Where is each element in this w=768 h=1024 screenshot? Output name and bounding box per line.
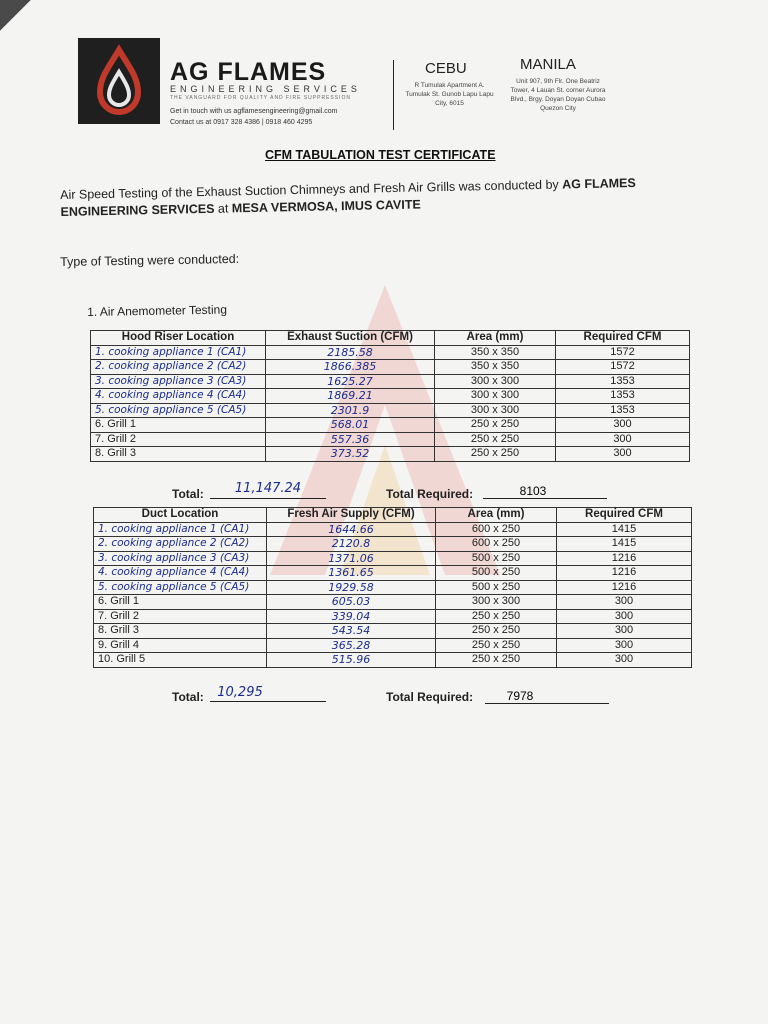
column-header: Hood Riser Location	[91, 331, 266, 346]
company-subtitle: ENGINEERING SERVICES	[170, 84, 361, 94]
required-cell: 300	[556, 432, 690, 447]
table-row	[94, 566, 692, 581]
location-cell: 6. Grill 1	[91, 418, 266, 433]
cfm-cell: 515.96	[267, 653, 436, 668]
intro-location: MESA VERMOSA, IMUS CAVITE	[231, 197, 421, 216]
table-row	[94, 624, 692, 639]
required-cell: 300	[556, 418, 690, 433]
cfm-cell: 365.28	[267, 638, 436, 653]
intro-at: at	[214, 201, 232, 216]
required-cell: 1353	[556, 389, 690, 404]
table-row	[94, 580, 692, 595]
location-cell: 4. cooking appliance 4 (CA4)	[91, 389, 266, 404]
table-row	[91, 389, 690, 404]
area-cell: 600 x 250	[436, 522, 557, 537]
area-cell: 250 x 250	[436, 609, 557, 624]
location-cell: 10. Grill 5	[94, 653, 267, 668]
area-cell: 250 x 250	[435, 447, 556, 462]
required-cell: 1572	[556, 345, 690, 360]
table-row	[91, 345, 690, 360]
company-tagline: THE VANGUARD FOR QUALITY AND FIRE SUPPRESSION	[170, 95, 351, 101]
table-row	[94, 537, 692, 552]
certificate-title: CFM TABULATION TEST CERTIFICATE	[265, 148, 496, 162]
location-cell: 8. Grill 3	[94, 624, 267, 639]
fresh-total-label: Total:	[172, 690, 204, 704]
location-cell: 8. Grill 3	[91, 447, 266, 462]
table-row	[91, 360, 690, 375]
area-cell: 250 x 250	[436, 624, 557, 639]
cfm-cell: 1866.385	[266, 360, 435, 375]
table-row	[94, 551, 692, 566]
location-cell: 1. cooking appliance 1 (CA1)	[91, 345, 266, 360]
required-cell: 1353	[556, 403, 690, 418]
required-cell: 300	[557, 638, 692, 653]
cfm-cell: 1644.66	[267, 522, 436, 537]
cebu-address: R Tumulak Apartment A. Tumulak St. Gunob Lapu Lapu City, 6015	[405, 82, 494, 107]
cfm-cell: 557.36	[266, 432, 435, 447]
column-header: Exhaust Suction (CFM)	[266, 331, 435, 346]
required-cell: 1572	[556, 360, 690, 375]
required-cell: 1216	[557, 580, 692, 595]
location-cell: 2. cooking appliance 2 (CA2)	[91, 360, 266, 375]
manila-address: Unit 907, 9th Flr. One Beatriz Tower, 4 Lauan St. corner Aurora Blvd., Brgy. Doyan Doyan Cubao Quezon City	[510, 78, 606, 112]
fresh-total-value: 10,295	[217, 685, 263, 700]
cebu-label: CEBU	[425, 60, 467, 77]
company-name: AG FLAMES	[170, 58, 327, 86]
location-cell: 2. cooking appliance 2 (CA2)	[94, 537, 267, 552]
cfm-cell: 1625.27	[266, 374, 435, 389]
contact-phone: Contact us at 0917 328 4386 | 0918 460 4295	[170, 119, 313, 126]
column-header: Area (mm)	[435, 331, 556, 346]
cfm-cell: 543.54	[267, 624, 436, 639]
location-cell: 3. cooking appliance 3 (CA3)	[94, 551, 267, 566]
required-cell: 1415	[557, 522, 692, 537]
cfm-cell: 339.04	[267, 609, 436, 624]
area-cell: 250 x 250	[436, 653, 557, 668]
fresh-total-required-label: Total Required:	[386, 690, 474, 704]
exhaust-total-line	[210, 498, 326, 499]
table-row	[91, 432, 690, 447]
location-cell: 5. cooking appliance 5 (CA5)	[94, 580, 267, 595]
table-row	[91, 418, 690, 433]
location-cell: 4. cooking appliance 4 (CA4)	[94, 566, 267, 581]
area-cell: 300 x 300	[436, 595, 557, 610]
exhaust-total-required-value: 8103	[519, 484, 547, 498]
required-cell: 300	[557, 624, 692, 639]
area-cell: 350 x 350	[435, 345, 556, 360]
table-row	[94, 638, 692, 653]
header-divider	[393, 60, 394, 130]
fresh-total-line	[210, 701, 326, 702]
table-header-row	[91, 331, 690, 346]
fresh-total-required-value: 7978	[506, 689, 534, 703]
table-row	[94, 595, 692, 610]
required-cell: 1216	[557, 551, 692, 566]
location-cell: 1. cooking appliance 1 (CA1)	[94, 522, 267, 537]
company-logo	[78, 38, 160, 124]
area-cell: 300 x 300	[435, 374, 556, 389]
required-cell: 1415	[557, 537, 692, 552]
cfm-cell: 1929.58	[267, 580, 436, 595]
exhaust-total-value: 11,147.24	[234, 481, 302, 496]
column-header: Area (mm)	[436, 508, 557, 523]
cfm-cell: 1361.65	[267, 566, 436, 581]
location-cell: 5. cooking appliance 5 (CA5)	[91, 403, 266, 418]
required-cell: 1216	[557, 566, 692, 581]
required-cell: 300	[556, 447, 690, 462]
intro-text: Air Speed Testing of the Exhaust Suction Chimneys and Fresh Air Grills was conducted by	[60, 177, 563, 202]
location-cell: 3. cooking appliance 3 (CA3)	[91, 374, 266, 389]
area-cell: 350 x 350	[435, 360, 556, 375]
exhaust-table	[90, 330, 690, 462]
column-header: Required CFM	[557, 508, 692, 523]
fresh-air-table	[93, 507, 692, 668]
table-row	[94, 653, 692, 668]
type-of-testing: Type of Testing were conducted:	[60, 251, 240, 269]
area-cell: 500 x 250	[436, 580, 557, 595]
area-cell: 300 x 300	[435, 403, 556, 418]
location-cell: 9. Grill 4	[94, 638, 267, 653]
required-cell: 300	[557, 653, 692, 668]
exhaust-total-label: Total:	[172, 487, 204, 501]
fresh-total-required-line	[485, 703, 609, 704]
table-row	[91, 374, 690, 389]
location-cell: 7. Grill 2	[91, 432, 266, 447]
table-row	[94, 609, 692, 624]
area-cell: 250 x 250	[436, 638, 557, 653]
cfm-cell: 1371.06	[267, 551, 436, 566]
table-row	[91, 447, 690, 462]
testing-method: 1. Air Anemometer Testing	[87, 302, 228, 319]
area-cell: 300 x 300	[435, 389, 556, 404]
area-cell: 500 x 250	[436, 551, 557, 566]
location-cell: 6. Grill 1	[94, 595, 267, 610]
intro-company: AG FLAMES ENGINEERING SERVICES	[60, 175, 636, 219]
column-header: Duct Location	[94, 508, 267, 523]
flame-logo-icon	[78, 38, 160, 124]
cfm-cell: 605.03	[267, 595, 436, 610]
exhaust-total-required-label: Total Required:	[386, 487, 474, 501]
area-cell: 600 x 250	[436, 537, 557, 552]
cfm-cell: 568.01	[266, 418, 435, 433]
table-header-row	[94, 508, 692, 523]
cfm-cell: 2185.58	[266, 345, 435, 360]
column-header: Fresh Air Supply (CFM)	[267, 508, 436, 523]
table-row	[91, 403, 690, 418]
cfm-cell: 373.52	[266, 447, 435, 462]
table-row	[94, 522, 692, 537]
manila-label: MANILA	[520, 56, 576, 73]
area-cell: 500 x 250	[436, 566, 557, 581]
cfm-cell: 1869.21	[266, 389, 435, 404]
cfm-cell: 2301.9	[266, 403, 435, 418]
required-cell: 300	[557, 609, 692, 624]
contact-email: Get in touch with us agflamesengineering@gmail.com	[170, 108, 338, 115]
required-cell: 300	[557, 595, 692, 610]
area-cell: 250 x 250	[435, 432, 556, 447]
cfm-cell: 2120.8	[267, 537, 436, 552]
required-cell: 1353	[556, 374, 690, 389]
area-cell: 250 x 250	[435, 418, 556, 433]
location-cell: 7. Grill 2	[94, 609, 267, 624]
column-header: Required CFM	[556, 331, 690, 346]
exhaust-total-required-line	[483, 498, 607, 499]
